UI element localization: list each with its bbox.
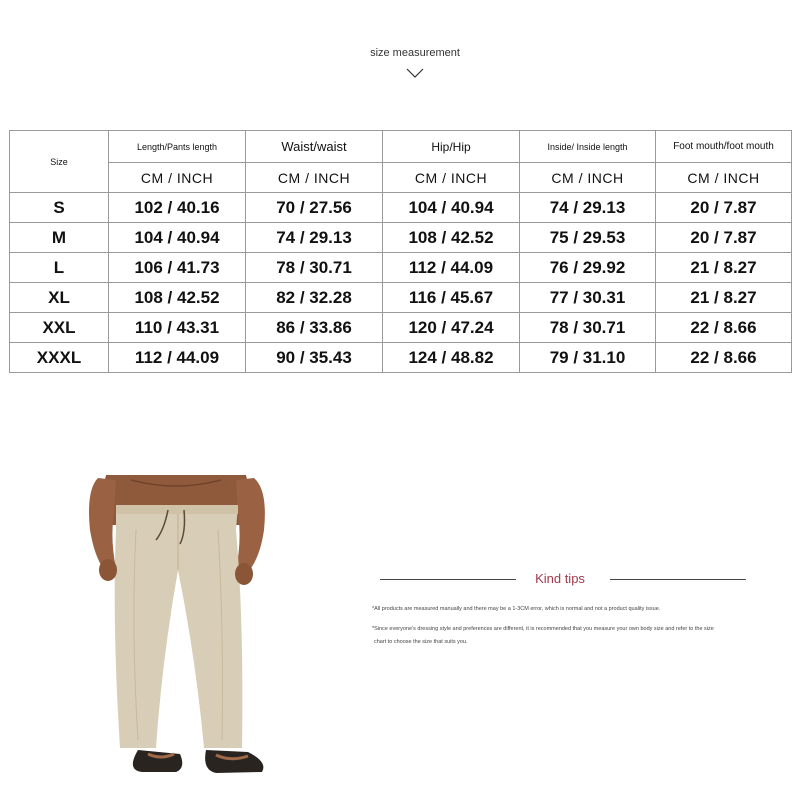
chevron-down-icon xyxy=(405,66,425,80)
tip-note-1: *All products are measured manually and there may be a 1-3CM error, which is normal and not a product quality issue. xyxy=(372,606,661,612)
waist-cell: 74 / 29.13 xyxy=(246,223,383,253)
foot-mouth-cell: 21 / 8.27 xyxy=(656,283,792,313)
foot-mouth-cell: 20 / 7.87 xyxy=(656,193,792,223)
inside-length-cell: 77 / 30.31 xyxy=(520,283,656,313)
length-cell: 106 / 41.73 xyxy=(109,253,246,283)
divider-left xyxy=(380,579,516,580)
table-row xyxy=(10,343,792,373)
unit-label: CM / INCH xyxy=(520,163,656,193)
waist-cell: 90 / 35.43 xyxy=(246,343,383,373)
unit-label: CM / INCH xyxy=(109,163,246,193)
size-cell: XXL xyxy=(10,313,109,343)
foot-mouth-cell: 22 / 8.66 xyxy=(656,313,792,343)
size-cell: M xyxy=(10,223,109,253)
hip-cell: 104 / 40.94 xyxy=(383,193,520,223)
tip-note-2-continued: chart to choose the size that suits you. xyxy=(374,639,468,645)
length-cell: 110 / 43.31 xyxy=(109,313,246,343)
length-cell: 104 / 40.94 xyxy=(109,223,246,253)
column-header-waist: Waist/waist xyxy=(246,131,383,163)
hip-cell: 124 / 48.82 xyxy=(383,343,520,373)
foot-mouth-cell: 20 / 7.87 xyxy=(656,223,792,253)
size-column-header: Size xyxy=(10,131,109,193)
table-row xyxy=(10,193,792,223)
waist-cell: 82 / 32.28 xyxy=(246,283,383,313)
inside-length-cell: 79 / 31.10 xyxy=(520,343,656,373)
table-row xyxy=(10,223,792,253)
size-cell: L xyxy=(10,253,109,283)
inside-length-cell: 76 / 29.92 xyxy=(520,253,656,283)
column-header-inside-length: Inside/ Inside length xyxy=(520,131,656,163)
foot-mouth-cell: 21 / 8.27 xyxy=(656,253,792,283)
hip-cell: 120 / 47.24 xyxy=(383,313,520,343)
size-cell: XL xyxy=(10,283,109,313)
hip-cell: 116 / 45.67 xyxy=(383,283,520,313)
length-cell: 112 / 44.09 xyxy=(109,343,246,373)
unit-label: CM / INCH xyxy=(656,163,792,193)
hip-cell: 108 / 42.52 xyxy=(383,223,520,253)
foot-mouth-cell: 22 / 8.66 xyxy=(656,343,792,373)
unit-label: CM / INCH xyxy=(383,163,520,193)
column-header-length: Length/Pants length xyxy=(109,131,246,163)
table-row xyxy=(10,313,792,343)
size-cell: XXXL xyxy=(10,343,109,373)
kind-tips-title: Kind tips xyxy=(535,571,585,586)
product-photo xyxy=(76,470,276,780)
waist-cell: 70 / 27.56 xyxy=(246,193,383,223)
hip-cell: 112 / 44.09 xyxy=(383,253,520,283)
divider-right xyxy=(610,579,746,580)
length-cell: 108 / 42.52 xyxy=(109,283,246,313)
size-chart-table xyxy=(9,130,792,373)
table-header-row xyxy=(10,131,792,163)
waist-cell: 86 / 33.86 xyxy=(246,313,383,343)
column-header-foot-mouth: Foot mouth/foot mouth xyxy=(656,131,792,163)
inside-length-cell: 75 / 29.53 xyxy=(520,223,656,253)
inside-length-cell: 78 / 30.71 xyxy=(520,313,656,343)
table-row xyxy=(10,283,792,313)
tip-note-2: *Since everyone's dressing style and preferences are different, it is recommended that you measure your own body size and refer to the size xyxy=(372,626,714,632)
unit-label: CM / INCH xyxy=(246,163,383,193)
column-header-hip: Hip/Hip xyxy=(383,131,520,163)
length-cell: 102 / 40.16 xyxy=(109,193,246,223)
waist-cell: 78 / 30.71 xyxy=(246,253,383,283)
inside-length-cell: 74 / 29.13 xyxy=(520,193,656,223)
unit-row xyxy=(10,163,792,193)
size-cell: S xyxy=(10,193,109,223)
page-title: size measurement xyxy=(370,47,460,59)
table-row xyxy=(10,253,792,283)
